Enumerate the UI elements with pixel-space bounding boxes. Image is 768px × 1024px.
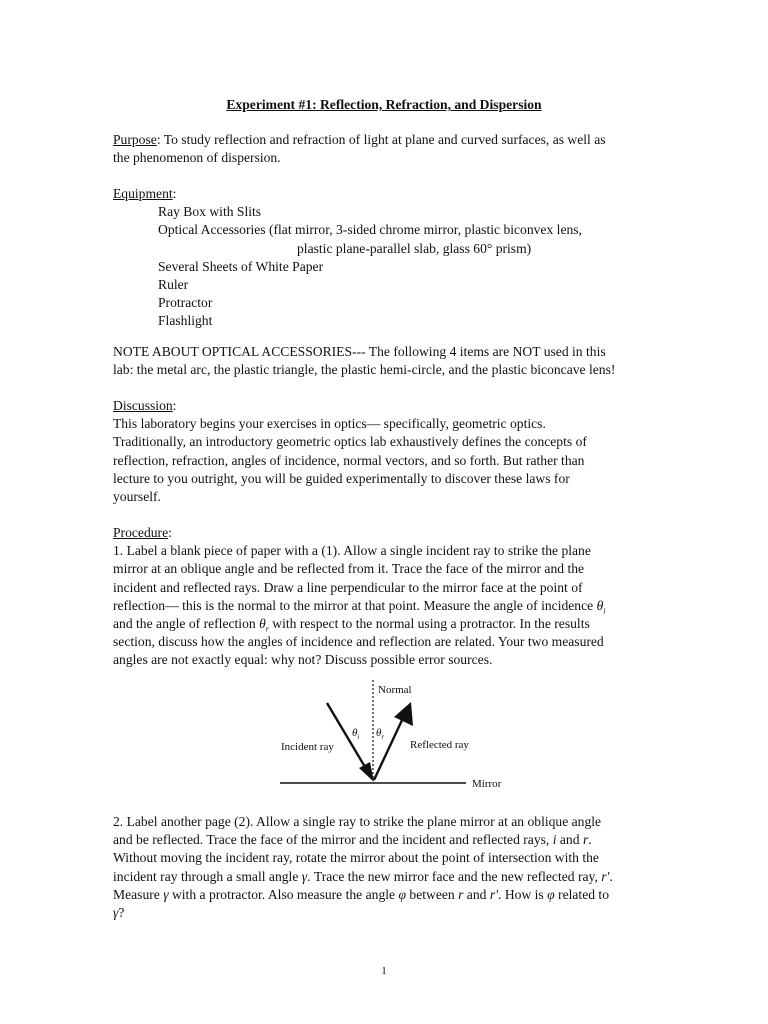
- symbol-gamma: γ: [113, 905, 119, 921]
- equipment-item: Flashlight: [158, 313, 213, 329]
- purpose-heading: Purpose: [113, 132, 157, 147]
- step1-text: reflection— this is the normal to the mirror at that point. Measure the angle of incidence: [113, 597, 597, 613]
- step1-line: mirror at an oblique angle and be reflected from it. Trace the face of the mirror and the: [113, 561, 585, 577]
- purpose-text-1: : To study reflection and refraction of light at plane and curved surfaces, as well as: [156, 132, 606, 147]
- reflected-ray-label: Reflected ray: [410, 739, 469, 751]
- equipment-colon: :: [172, 186, 177, 201]
- discussion-line: reflection, refraction, angles of incidence, normal vectors, and so forth. But rather than: [113, 452, 585, 468]
- discussion-section: [113, 397, 658, 506]
- step2-section: [113, 813, 658, 922]
- step2-text: .: [609, 868, 613, 884]
- step2-line: [113, 886, 658, 904]
- equipment-heading: Equipment: [113, 186, 173, 201]
- purpose-text-2: the phenomenon of dispersion.: [113, 150, 281, 166]
- discussion-line: lecture to you outright, you will be guided experimentally to discover these laws for: [113, 470, 570, 486]
- discussion-line: This laboratory begins your exercises in optics— specifically, geometric optics.: [113, 416, 546, 432]
- step1-line: section, discuss how the angles of incidence and reflection are related. Your two measured: [113, 634, 604, 650]
- theta-symbol: θ: [259, 616, 266, 632]
- step2-text: . Trace the new mirror face and the new reflected ray,: [307, 868, 602, 884]
- theta-r-label: $\theta_r$: [376, 727, 385, 741]
- discussion-colon: :: [172, 398, 177, 413]
- step2-text: and: [556, 832, 583, 848]
- discussion-heading: Discussion: [113, 398, 173, 413]
- note-section: [113, 343, 658, 379]
- symbol-gamma: γ: [301, 868, 308, 884]
- equipment-item: plastic plane-parallel slab, glass 60° prism): [297, 240, 532, 256]
- page-number: 1: [381, 965, 387, 977]
- step2-line: Without moving the incident ray, rotate the mirror about the point of intersection with the: [113, 850, 599, 866]
- symbol-r: r: [582, 832, 589, 848]
- step2-text: .: [588, 832, 592, 848]
- step2-text: Measure: [113, 886, 164, 902]
- incident-ray: [327, 703, 368, 772]
- step2-line: [113, 868, 658, 886]
- normal-label: Normal: [378, 684, 412, 696]
- step2-text: related to: [554, 886, 610, 902]
- symbol-r-prime: r': [601, 868, 610, 884]
- step1-line: 1. Label a blank piece of paper with a (1). Allow a single incident ray to strike the plane: [113, 543, 591, 559]
- step1-line: incident and reflected rays. Draw a line perpendicular to the mirror face at the point of: [113, 579, 583, 595]
- step1-line: angles are not exactly equal: why not? Discuss possible error sources.: [113, 652, 493, 668]
- step2-line: [113, 904, 658, 922]
- equipment-item: Protractor: [158, 295, 213, 311]
- step2-line: 2. Label another page (2). Allow a single ray to strike the plane mirror at an oblique angle: [113, 814, 602, 829]
- step2-line: [113, 831, 658, 849]
- document-title: Experiment #1: Reflection, Refraction, and Dispersion: [226, 97, 542, 112]
- symbol-i: i: [552, 832, 557, 848]
- symbol-phi: φ: [547, 886, 555, 902]
- step2-text: with a protractor. Also measure the angle: [168, 886, 399, 902]
- reflection-diagram: [270, 676, 520, 794]
- symbol-gamma: γ: [163, 886, 169, 902]
- step2-text: and be reflected. Trace the face of the mirror and the incident and reflected rays,: [113, 832, 553, 848]
- subscript-r: r: [265, 624, 269, 634]
- procedure-section: [113, 524, 658, 670]
- step2-text: . How is: [498, 886, 548, 902]
- note-text-2: lab: the metal arc, the plastic triangle, the plastic hemi-circle, and the plastic biconcave lens!: [113, 362, 616, 378]
- step1-line: [113, 597, 658, 615]
- subscript-i: i: [603, 606, 606, 616]
- theta-symbol: θ: [596, 597, 604, 613]
- equipment-item: Ruler: [158, 277, 189, 293]
- step2-text: and: [463, 886, 490, 902]
- discussion-line: yourself.: [113, 489, 161, 505]
- step2-text: incident ray through a small angle: [113, 868, 302, 884]
- note-text-1: NOTE ABOUT OPTICAL ACCESSORIES--- The following 4 items are NOT used in this: [113, 344, 606, 359]
- reflected-arrowhead: [394, 702, 413, 726]
- procedure-heading: Procedure: [113, 525, 169, 540]
- incident-arrowhead: [359, 762, 374, 782]
- discussion-line: Traditionally, an introductory geometric optics lab exhaustively defines the concepts of: [113, 434, 587, 450]
- equipment-section: [113, 185, 658, 331]
- step1-line: [113, 615, 658, 633]
- theta-i-label: $\theta_i$: [352, 727, 360, 741]
- procedure-colon: :: [168, 525, 172, 540]
- mirror-label: Mirror: [472, 778, 502, 790]
- step2-text: ?: [118, 905, 125, 921]
- step1-text: and the angle of reflection: [113, 616, 260, 632]
- equipment-item: Ray Box with Slits: [158, 204, 262, 220]
- step1-text: with respect to the normal using a protractor. In the results: [268, 616, 590, 632]
- symbol-r: r: [458, 886, 464, 902]
- purpose-section: [113, 131, 658, 167]
- equipment-item: Several Sheets of White Paper: [158, 258, 324, 274]
- symbol-phi: φ: [398, 886, 406, 902]
- symbol-r-prime: r': [489, 886, 499, 902]
- equipment-item: Optical Accessories (flat mirror, 3-sided chrome mirror, plastic biconvex lens,: [158, 222, 582, 238]
- step2-text: between: [406, 886, 459, 902]
- incident-ray-label: Incident ray: [281, 741, 334, 753]
